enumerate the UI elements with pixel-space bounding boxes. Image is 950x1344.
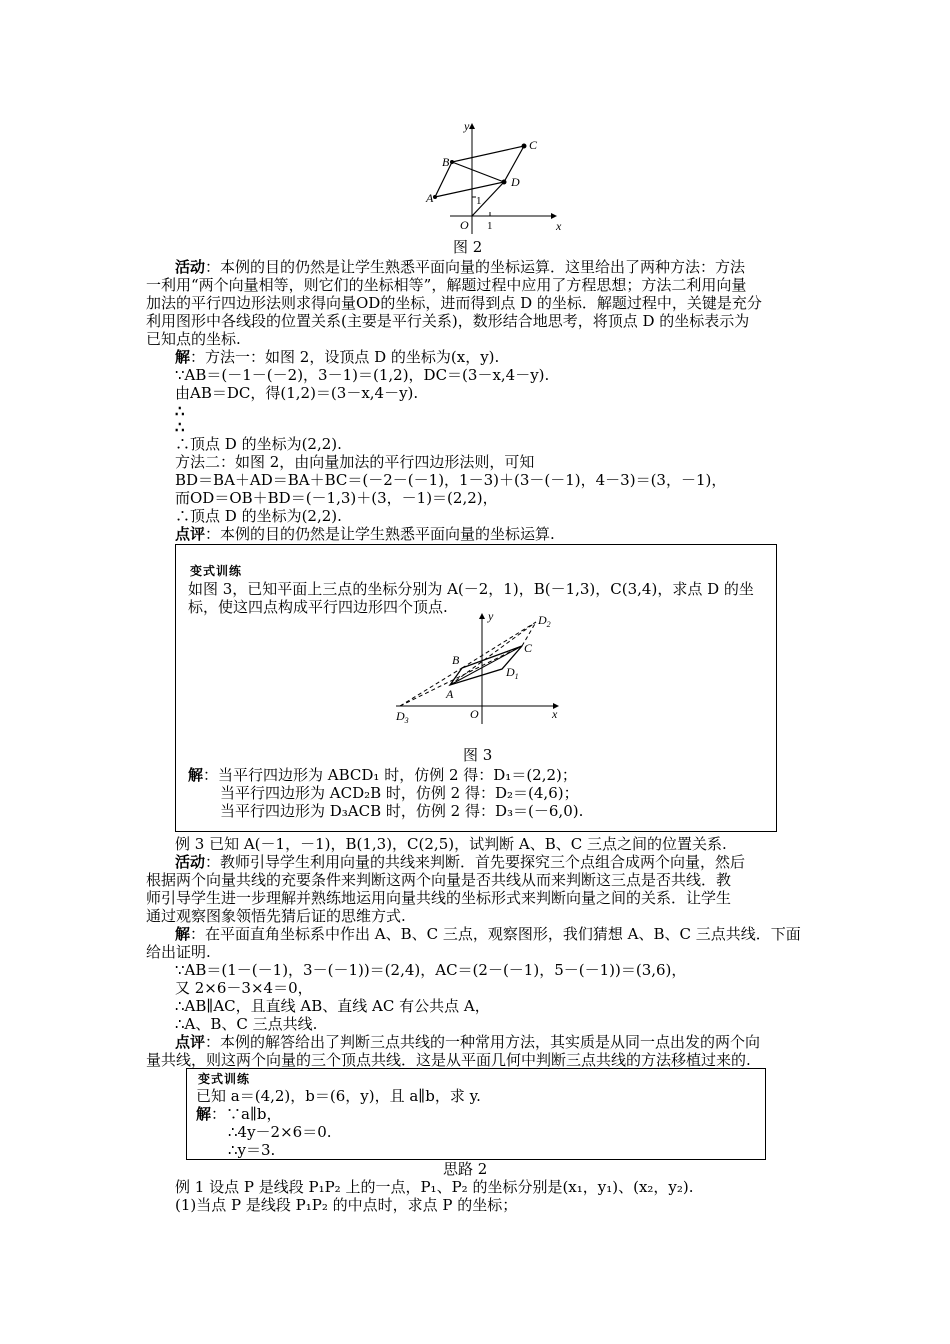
- label-B: B: [452, 653, 460, 667]
- label-C: C: [524, 641, 533, 655]
- solution-line: 解：在平面直角坐标系中作出 A、B、C 三点，观察图形，我们猜想 A、B、C 三点共线．下面: [175, 925, 801, 943]
- solution-line: 解：∵a∥b，: [196, 1105, 282, 1123]
- label-O: O: [460, 218, 469, 232]
- solution-line: ∴A、B、C 三点共线.: [175, 1015, 318, 1033]
- label-C: C: [529, 138, 538, 152]
- solution-line: BD＝BA＋AD＝BA＋BC＝(－2－(－1)，1－3)＋(3－(－1)，4－3)＝(3，－1)，: [175, 471, 727, 489]
- question-line: 已知 a＝(4,2)，b＝(6，y)，且 a∥b，求 y.: [196, 1087, 481, 1105]
- label-x: x: [556, 219, 562, 233]
- figure-3-caption: 图 3: [463, 746, 493, 764]
- label-B: B: [442, 155, 450, 169]
- comment-line: 点评：本例的目的仍然是让学生熟悉平面向量的坐标运算.: [175, 525, 555, 543]
- label-one-y: 1: [476, 195, 482, 207]
- label-D: D: [511, 175, 520, 189]
- activity-line: 活动：教师引导学生利用向量的共线来判断．首先要探究三个点组合成两个向量，然后: [175, 853, 746, 871]
- figure-3: [392, 608, 572, 730]
- activity-line: 已知点的坐标.: [146, 330, 241, 348]
- solution-line: ∴AB∥AC，且直线 AB、直线 AC 有公共点 A，: [175, 997, 490, 1015]
- label-O: O: [470, 707, 479, 721]
- solution-line: 由AB＝DC，得(1,2)＝(3－x,4－y).: [175, 384, 419, 402]
- solution-line: 解：方法一：如图 2，设顶点 D 的坐标为(x，y).: [175, 348, 500, 366]
- label-D2: $D_2$: [538, 613, 551, 629]
- solution-line: ∴顶点 D 的坐标为(2,2).: [175, 435, 342, 453]
- solution-line: ∵AB＝(1－(－1)，3－(－1))＝(2,4)，AC＝(2－(－1)，5－(－1))＝(3,6)，: [175, 961, 687, 979]
- label-A: A: [426, 191, 434, 205]
- activity-line: 一利用“两个向量相等，则它们的坐标相等”，解题过程中应用了方程思想；方法二利用向量: [146, 276, 747, 294]
- label-A: A: [446, 687, 454, 701]
- box-title: 变式训练: [198, 1072, 251, 1086]
- solution-line: 当平行四边形为 ACD₂B 时，仿例 2 得：D₂＝(4,6)；: [220, 784, 579, 802]
- example-line: 例 3 已知 A(－1，－1)，B(1,3)，C(2,5)，试判断 A、B、C 三点之间的位置关系.: [175, 835, 727, 853]
- activity-line: 根据两个向量共线的充要条件来判断这两个向量是否共线从而来判断这三点是否共线．教: [146, 871, 732, 889]
- solution-line: 而OD＝OB＋BD＝(－1,3)＋(3，－1)＝(2,2)，: [175, 489, 498, 507]
- question-line: 标，使这四点构成平行四边形四个顶点.: [188, 598, 448, 616]
- label-y: y: [488, 609, 494, 623]
- solution-line: 当平行四边形为 D₃ACB 时，仿例 2 得：D₃＝(－6,0).: [220, 802, 584, 820]
- figure-2-caption: 图 2: [453, 238, 483, 256]
- label-y: y: [464, 119, 470, 133]
- comment-line: 点评：本例的解答给出了判断三点共线的一种常用方法，其实质是从同一点出发的两个向: [175, 1033, 761, 1051]
- example-line: 例 1 设点 P 是线段 P₁P₂ 上的一点，P₁、P₂ 的坐标分别是(x₁，y₁)、(x₂，y₂).: [175, 1178, 694, 1196]
- section-heading: 思路 2: [443, 1160, 488, 1178]
- label-x: x: [552, 707, 558, 721]
- activity-line: 师引导学生进一步理解并熟练地运用向量共线的坐标形式来判断向量之间的关系．让学生: [146, 889, 732, 907]
- activity-line: 利用图形中各线段的位置关系(主要是平行关系)，数形结合地思考，将顶点 D 的坐标表示为: [146, 312, 750, 330]
- activity-line: 活动：本例的目的仍然是让学生熟悉平面向量的坐标运算．这里给出了两种方法：方法: [175, 258, 746, 276]
- solution-line: 解：当平行四边形为 ABCD₁ 时，仿例 2 得：D₁＝(2,2)；: [188, 766, 577, 784]
- comment-line: 量共线，则这两个向量的三个顶点共线．这是从平面几何中判断三点共线的方法移植过来的.: [146, 1051, 751, 1069]
- label-D1: $D_1$: [506, 665, 519, 681]
- label-D3: $D_3$: [396, 709, 409, 725]
- solution-line: ∴y＝3.: [228, 1141, 276, 1159]
- solution-line: ∴顶点 D 的坐标为(2,2).: [175, 507, 342, 525]
- label-one-x: 1: [487, 220, 493, 232]
- solution-line: ∵AB＝(－1－(－2)，3－1)＝(1,2)，DC＝(3－x,4－y).: [175, 366, 550, 384]
- question-line: 如图 3，已知平面上三点的坐标分别为 A(－2，1)，B(－1,3)，C(3,4)，求点 D 的坐: [188, 580, 754, 598]
- parallelogram-abcd: [435, 146, 524, 197]
- box-title: 变式训练: [190, 564, 243, 578]
- solution-line: ∴4y－2×6＝0.: [228, 1123, 332, 1141]
- solution-line: ∴: [175, 402, 185, 420]
- example-line: (1)当点 P 是线段 P₁P₂ 的中点时，求点 P 的坐标；: [175, 1196, 518, 1214]
- solution-line: ∴: [175, 418, 185, 436]
- activity-line: 加法的平行四边形法则求得向量OD的坐标，进而得到点 D 的坐标．解题过程中，关键是充分: [146, 294, 762, 312]
- solution-line: 又 2×6－3×4＝0，: [175, 979, 313, 997]
- figure-2: [420, 118, 570, 240]
- solution-line: 给出证明.: [146, 943, 211, 961]
- solution-line: 方法二：如图 2，由向量加法的平行四边形法则，可知: [175, 453, 535, 471]
- activity-line: 通过观察图象领悟先猜后证的思维方式.: [146, 907, 406, 925]
